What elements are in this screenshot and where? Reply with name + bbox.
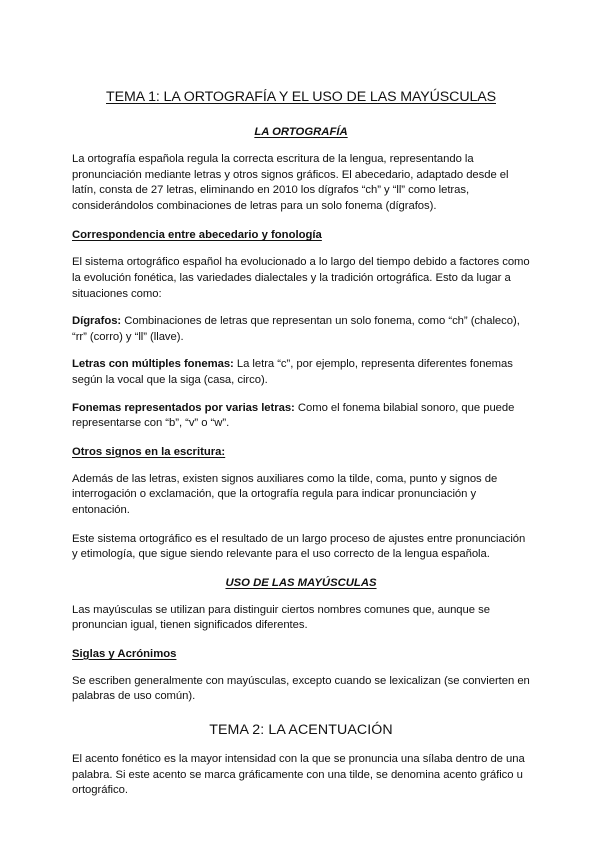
siglas-paragraph: Se escriben generalmente con mayúsculas, excepto cuando se lexicalizan (se convierten en palabras de uso común).: [72, 674, 530, 703]
tema2-paragraph: El acento fonético es la mayor intensidad con la que se pronuncia una sílaba dentro de una palabra. Si este acento se marca gráficamente con una tilde, se denomina acento gráfico u ortográfico.: [72, 753, 525, 797]
digrafos-paragraph: [72, 314, 530, 345]
correspondencia-intro-paragraph: El sistema ortográfico español ha evolucionado a lo largo del tiempo debido a factores como la evolución fonética, las variedades dialectales y la tradición ortográfica. Esto da lugar a situaciones como:: [72, 256, 530, 300]
digrafos-text: Combinaciones de letras que representan un solo fonema, como “ch” (chaleco), “rr” (corro) y “ll” (llave).: [72, 315, 520, 343]
mayusculas-paragraph: Las mayúsculas se utilizan para distinguir ciertos nombres comunes que, aunque se pronuncian igual, tienen significados diferentes.: [72, 603, 490, 632]
ortografia-intro-paragraph: La ortografía española regula la correcta escritura de la lengua, representando la pronunciación mediante letras y otros signos gráficos. El abecedario, adaptado desde el latín, consta de 27 letras, eliminando en 2010 los dígrafos “ch” y “ll” como letras, considerándolos combinaciones de letras para un solo fonema (dígrafos).: [72, 153, 509, 212]
otros-signos-paragraph-2: Este sistema ortográfico es el resultado de un largo proceso de ajustes entre pronunciación y etimología, que sigue siendo relevante para el uso correcto de la lengua española.: [72, 532, 526, 561]
fonemas-varias-letras-text: Como el fonema bilabial sonoro, que puede representarse con “b”, “v” o “w”.: [72, 401, 515, 430]
siglas-heading: Siglas y Acrónimos: [72, 647, 177, 660]
letras-multiples-paragraph: [72, 357, 530, 388]
otros-signos-heading: Otros signos en la escritura:: [72, 445, 226, 458]
fonemas-varias-letras-paragraph: [72, 401, 530, 432]
correspondencia-heading: Correspondencia entre abecedario y fonología: [72, 229, 322, 242]
letras-multiples-label: Letras con múltiples fonemas:: [72, 358, 234, 371]
ortografia-heading: LA ORTOGRAFÍA: [254, 126, 348, 138]
tema1-title: TEMA 1: LA ORTOGRAFÍA Y EL USO DE LAS MAYÚSCULAS: [106, 89, 496, 105]
fonemas-varias-letras-label: Fonemas representados por varias letras:: [72, 401, 295, 414]
digrafos-label: Dígrafos:: [72, 315, 122, 328]
tema2-title: TEMA 2: LA ACENTUACIÓN: [209, 722, 393, 739]
mayusculas-heading: USO DE LAS MAYÚSCULAS: [225, 576, 377, 589]
letras-multiples-text: La letra “c”, por ejemplo, representa diferentes fonemas según la vocal que la siga (casa, circo).: [72, 358, 513, 386]
document-body: [72, 88, 530, 799]
otros-signos-paragraph-1: Además de las letras, existen signos auxiliares como la tilde, coma, punto y signos de interrogación o exclamación, que la ortografía regula para indicar pronunciación y entonación.: [72, 472, 498, 516]
